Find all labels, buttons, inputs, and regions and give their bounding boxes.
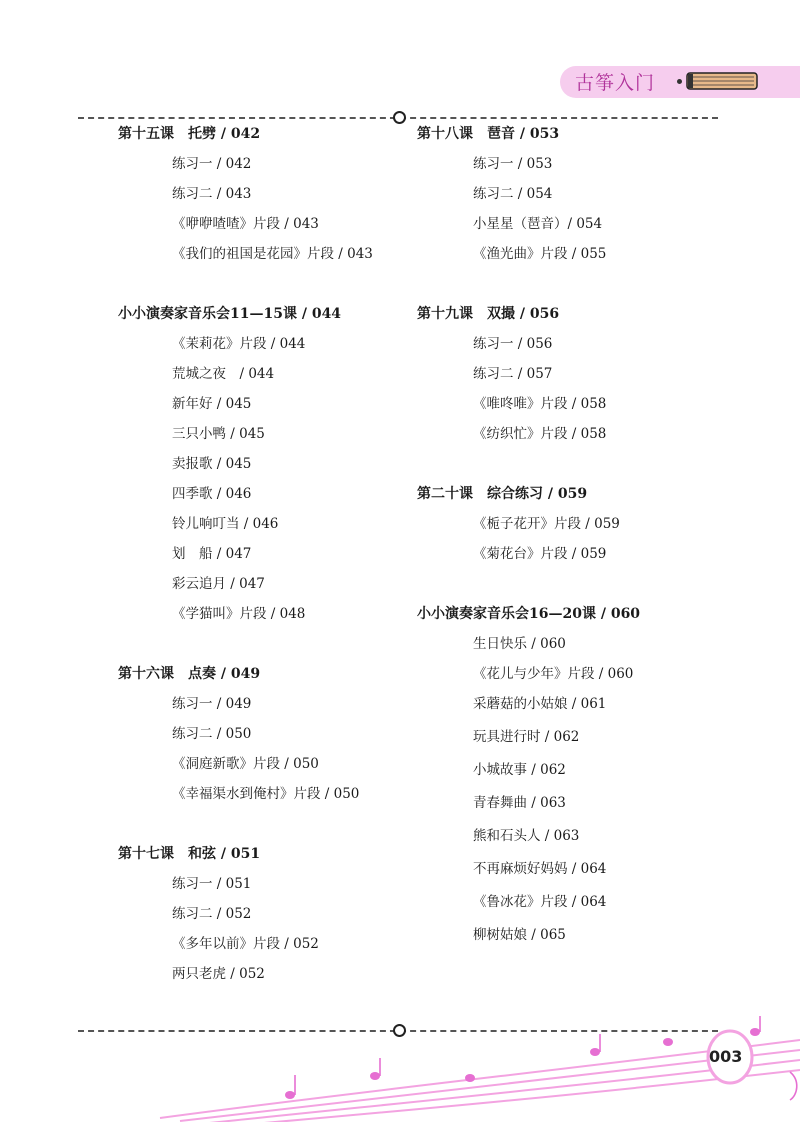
toc-entry: 采蘑菇的小姑娘 / 061 [473, 696, 607, 712]
toc-lesson-heading: 第十六课 点奏 / 049 [118, 666, 261, 682]
toc-entry: 练习一 / 051 [172, 876, 252, 892]
toc-entry: 练习二 / 050 [172, 726, 252, 742]
toc-entry: 小星星（琶音）/ 054 [473, 216, 603, 232]
toc-lesson-heading: 第二十课 综合练习 / 059 [417, 486, 588, 502]
toc-entry: 铃儿响叮当 / 046 [172, 516, 279, 532]
page-number: 003 [709, 1047, 743, 1066]
toc-entry: 彩云追月 / 047 [172, 576, 265, 592]
top-divider-knot [393, 111, 406, 124]
toc-lesson-heading: 小小演奏家音乐会16—20课 / 060 [417, 606, 641, 622]
toc-lesson-heading: 第十五课 托劈 / 042 [118, 126, 261, 142]
toc-entry: 《洞庭新歌》片段 / 050 [172, 756, 319, 772]
toc-entry: 练习二 / 057 [473, 366, 553, 382]
toc-entry: 练习二 / 052 [172, 906, 252, 922]
toc-entry: 小城故事 / 062 [473, 762, 566, 778]
toc-lesson-heading: 小小演奏家音乐会11—15课 / 044 [118, 306, 342, 322]
toc-lesson-heading: 第十七课 和弦 / 051 [118, 846, 261, 862]
toc-entry: 《学猫叫》片段 / 048 [172, 606, 306, 622]
toc-lesson-heading: 第十八课 琶音 / 053 [417, 126, 560, 142]
guzheng-icon [686, 70, 758, 92]
toc-entry: 《唯咚唯》片段 / 058 [473, 396, 607, 412]
toc-entry: 《我们的祖国是花园》片段 / 043 [172, 246, 373, 262]
toc-entry: 柳树姑娘 / 065 [473, 927, 566, 943]
toc-entry: 练习一 / 042 [172, 156, 252, 172]
toc-entry: 《鲁冰花》片段 / 064 [473, 894, 607, 910]
toc-entry: 两只老虎 / 052 [172, 966, 265, 982]
toc-entry: 三只小鸭 / 045 [172, 426, 265, 442]
toc-entry: 四季歌 / 046 [172, 486, 252, 502]
toc-entry: 青春舞曲 / 063 [473, 795, 566, 811]
toc-entry: 练习二 / 043 [172, 186, 252, 202]
toc-entry: 《渔光曲》片段 / 055 [473, 246, 607, 262]
toc-lesson-heading: 第十九课 双撮 / 056 [417, 306, 560, 322]
toc-entry: 荒城之夜 / 044 [172, 366, 275, 382]
toc-entry: 生日快乐 / 060 [473, 636, 566, 652]
music-staff-decoration [0, 1000, 800, 1122]
toc-entry: 练习一 / 049 [172, 696, 252, 712]
header-dot [677, 79, 682, 84]
toc-entry: 玩具进行时 / 062 [473, 729, 580, 745]
toc-entry: 《花儿与少年》片段 / 060 [473, 666, 634, 682]
toc-entry: 练习二 / 054 [473, 186, 553, 202]
toc-entry: 练习一 / 056 [473, 336, 553, 352]
toc-entry: 《茉莉花》片段 / 044 [172, 336, 306, 352]
toc-entry: 《栀子花开》片段 / 059 [473, 516, 620, 532]
header-title: 古筝入门 [575, 72, 656, 94]
toc-entry: 新年好 / 045 [172, 396, 252, 412]
toc-entry: 卖报歌 / 045 [172, 456, 252, 472]
toc-entry: 《菊花台》片段 / 059 [473, 546, 607, 562]
toc-entry: 《幸福渠水到俺村》片段 / 050 [172, 786, 360, 802]
toc-entry: 《多年以前》片段 / 052 [172, 936, 319, 952]
toc-entry: 熊和石头人 / 063 [473, 828, 580, 844]
toc-entry: 《咿咿喳喳》片段 / 043 [172, 216, 319, 232]
toc-entry: 划 船 / 047 [172, 546, 252, 562]
toc-entry: 练习一 / 053 [473, 156, 553, 172]
toc-entry: 《纺织忙》片段 / 058 [473, 426, 607, 442]
toc-entry: 不再麻烦好妈妈 / 064 [473, 861, 607, 877]
